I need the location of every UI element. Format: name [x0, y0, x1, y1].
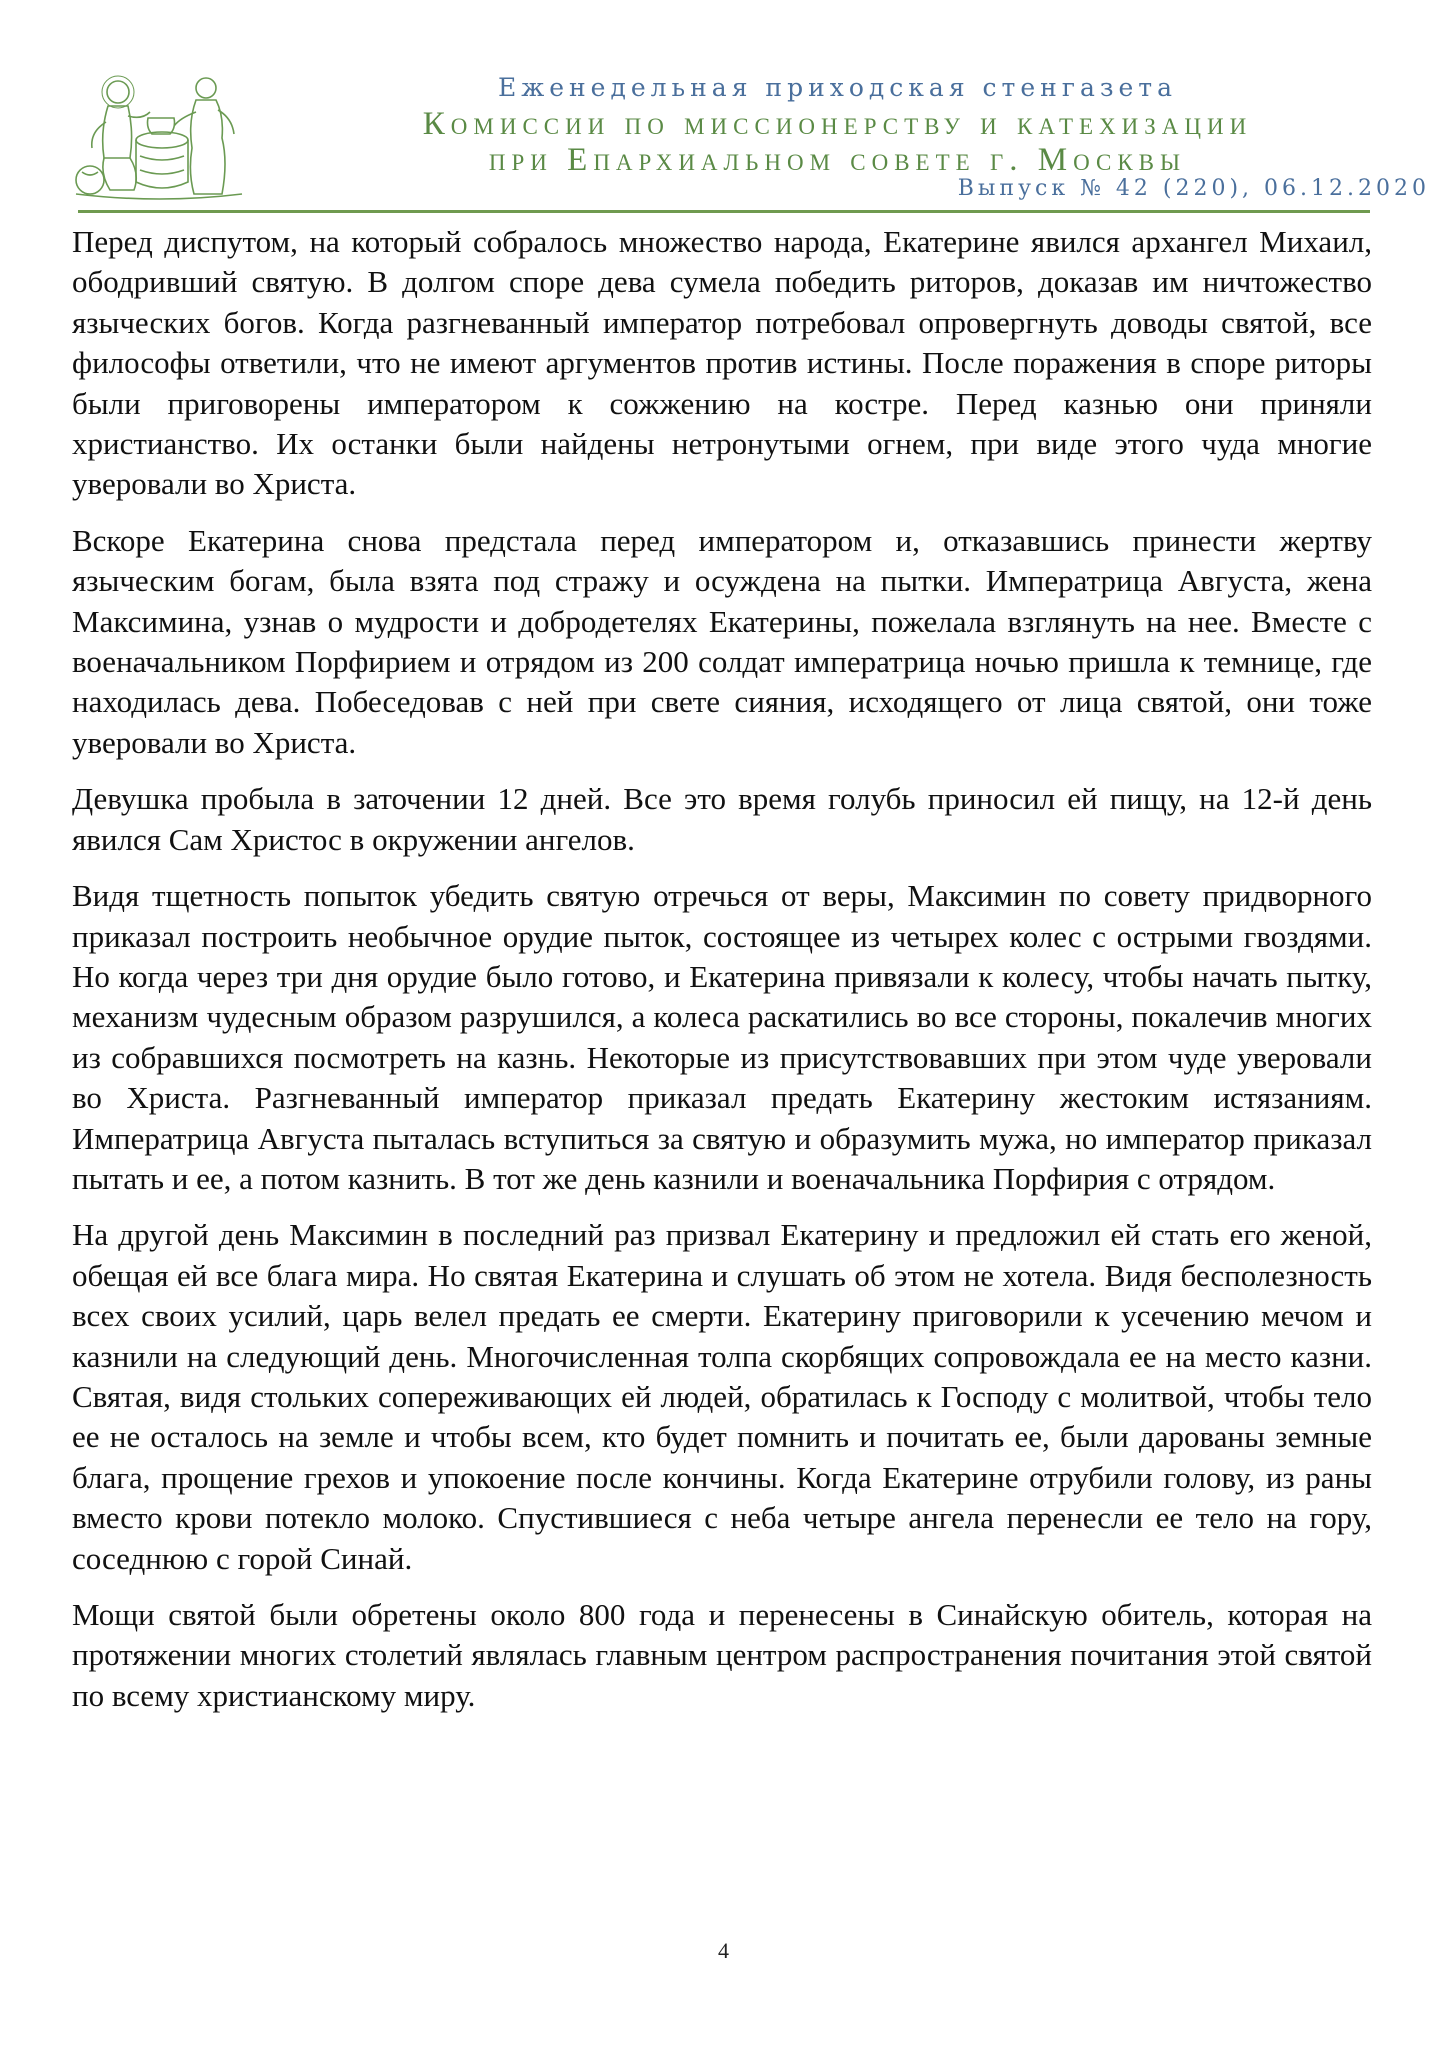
- article-body: [72, 222, 1372, 1732]
- header: [70, 62, 1430, 212]
- paragraph: На другой день Максимин в последний раз призвал Екатерину и предложил ей стать его женой, обещая ей все блага мира. Но святая Екатерина и слушать об этом не хотела. Видя бесполезность всех своих усилий, царь велел предать ее смерти. Екатерину приговорили к усечению мечом и казнили на следующий день. Многочисленная толпа скорбящих сопровождала ее на место казни. Святая, видя стольких сопереживающих ей людей, обратилась к Господу с молитвой, чтобы тело ее не осталось на земле и чтобы всем, кто будет помнить и почитать ее, были дарованы земные блага, прощение грехов и упокоение после кончины. Когда Екатерине отрубили голову, из раны вместо крови потекло молоко. Спустившиеся с неба четыре ангела перенесли ее тело на гору, соседнюю с горой Синай.: [72, 1217, 1372, 1576]
- masthead-subtitle: Еженедельная приходская стенгазета: [497, 73, 1178, 102]
- christ-and-samaritan-woman-logo-icon: [70, 62, 245, 207]
- paragraph: Вскоре Екатерина снова предстала перед императором и, отказавшись принести жертву языческим богам, была взята под стражу и осуждена на пытки. Императрица Августа, жена Максимина, узнав о мудрости и добродетелях Екатерины, пожелала взглянуть на нее. Вместе с военачальником Порфирием и отрядом из 200 солдат императрица ночью пришла к темнице, где находилась дева. Побеседовав с ней при свете сияния, исходящего от лица святой, они тоже уверовали во Христа.: [72, 522, 1372, 760]
- page-number: 4: [718, 1938, 729, 1963]
- header-divider: [78, 210, 1370, 213]
- issue-info: Выпуск № 42 (220), 06.12.2020: [957, 176, 1430, 201]
- paragraph: Видя тщетность попыток убедить святую отречься от веры, Максимин по совету придворного приказал построить необычное орудие пыток, состоящее из четырех колес с острыми гвоздями. Но когда через три дня орудие было готово, и Екатерина привязали к колесу, чтобы начать пытку, механизм чудесным образом разрушился, а колеса раскатились во все стороны, покалечив многих из собравшихся посмотреть на казнь. Некоторые из присутствовавших при этом чуде уверовали во Христа. Разгневанный император приказал предать Екатерину жестоким истязаниям. Императрица Августа пыталась вступиться за святую и образумить мужа, но император приказал пытать и ее, а потом казнить. В тот же день казнили и военачальника Порфирия с отрядом.: [72, 878, 1372, 1196]
- masthead: [245, 62, 1430, 201]
- paragraph: Перед диспутом, на который собралось множество народа, Екатерине явился архангел Михаил, ободривший святую. В долгом споре дева сумела победить риторов, доказав им ничтожество языческих богов. Когда разгневанный император потребовал опровергнуть доводы святой, все философы ответили, что не имеют аргументов против истины. После поражения в споре риторы были приговорены императором к сожжению на костре. Перед казнью они приняли христианство. Их останки были найдены нетронутыми огнем, при виде этого чуда многие уверовали во Христа.: [72, 224, 1372, 502]
- masthead-title-line-2: при Епархиальном совете г. Москвы: [488, 142, 1187, 178]
- paragraph: Девушка пробыла в заточении 12 дней. Все это время голубь приносил ей пищу, на 12-й день явился Сам Христос в окружении ангелов.: [72, 781, 1372, 857]
- paragraph: Мощи святой были обретены около 800 года и перенесены в Синайскую обитель, которая на протяжении многих столетий являлась главным центром распространения почитания этой святой по всему христианскому миру.: [72, 1597, 1372, 1713]
- masthead-title-line-1: Комиссии по миссионерству и катехизации: [422, 106, 1253, 142]
